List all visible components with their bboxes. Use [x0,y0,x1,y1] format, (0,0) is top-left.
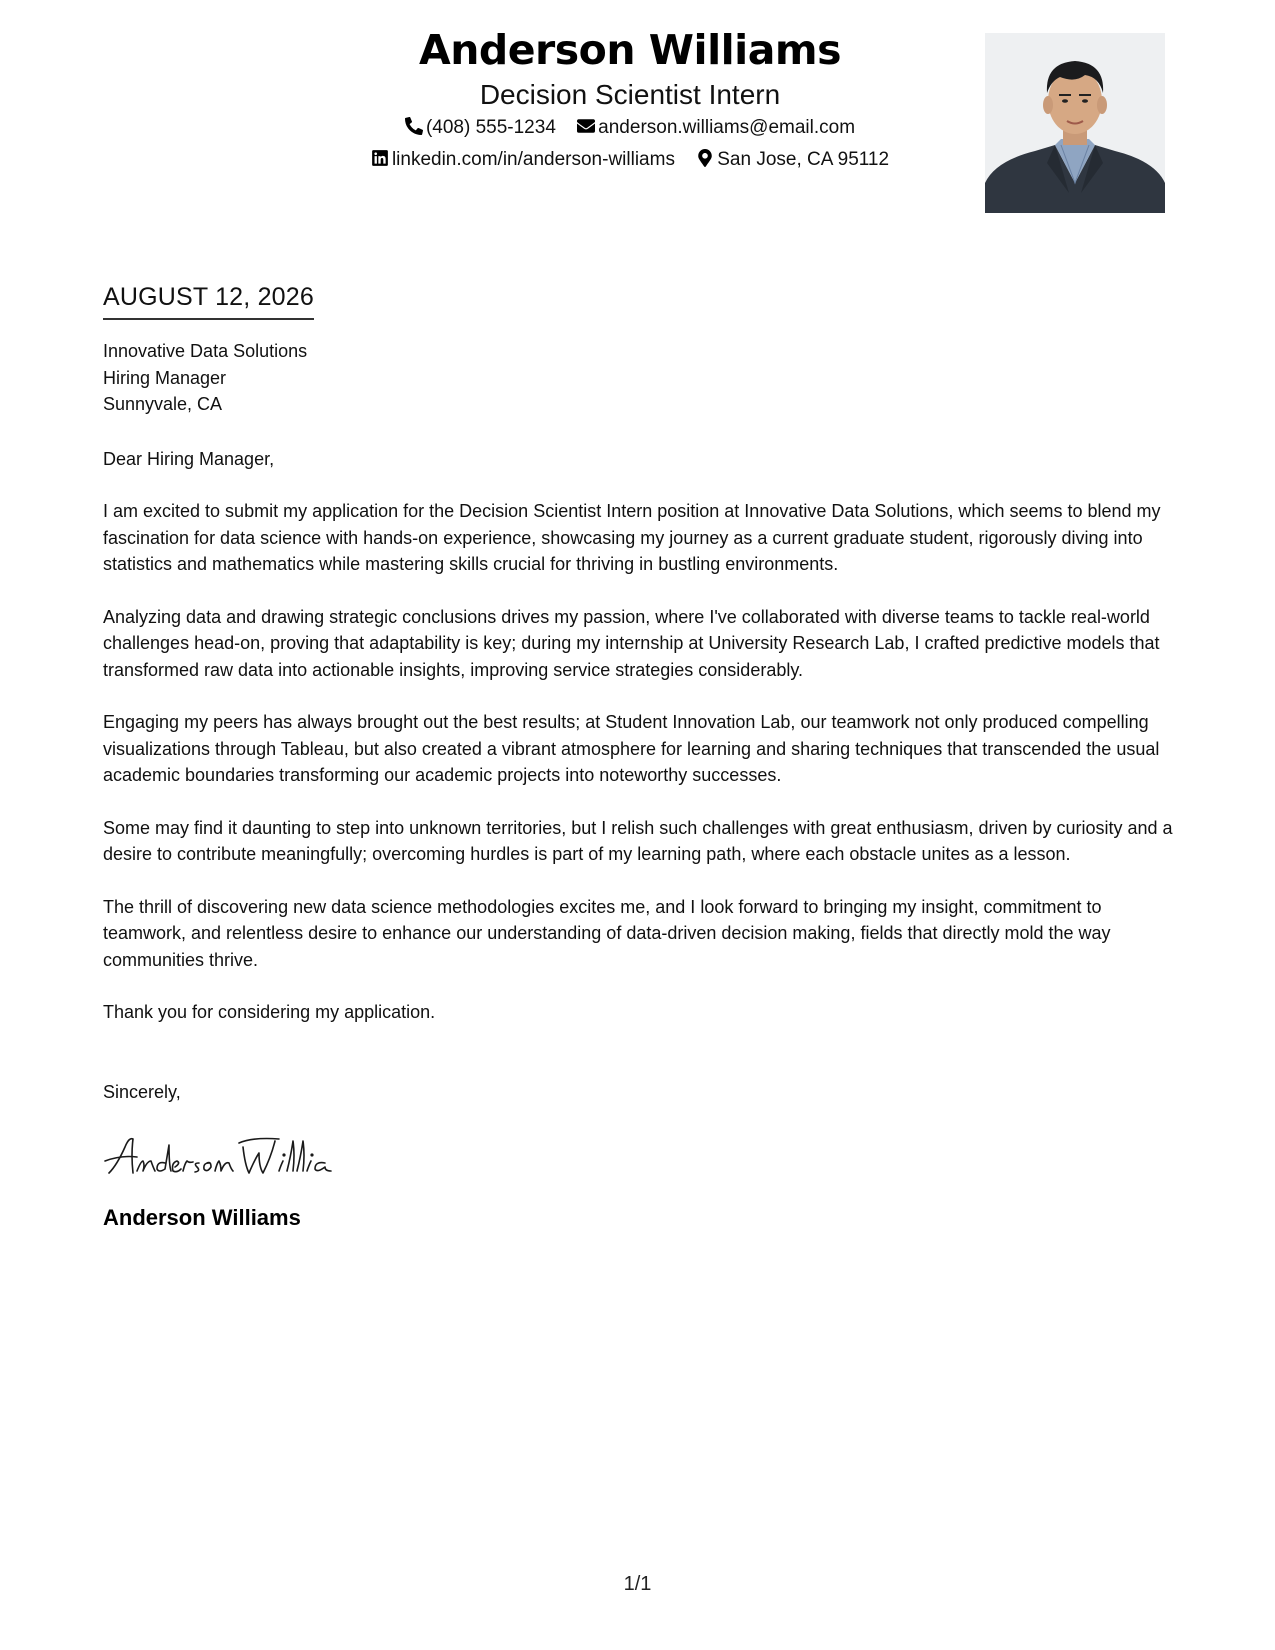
header [0,22,1275,222]
recipient-block [103,338,1178,418]
greeting: Dear Hiring Manager, [103,448,275,469]
location-contact [696,144,889,176]
email-contact[interactable] [577,112,855,144]
email-text: anderson.williams@email.com [598,117,856,138]
location-text: San Jose, CA 95112 [717,149,890,170]
body-paragraph-2: Analyzing data and drawing strategic conclusions drives my passion, where I've collaborated with diverse teams to tackle real-world challenges head-on, proving that adaptability is key; during my internship at University Research Lab, I crafted predictive models that transformed raw data into actionable insights, improving service strategies considerably. [103,606,1160,680]
recipient-role: Hiring Manager [103,367,227,388]
phone-icon [405,117,423,135]
phone-text: (408) 555-1234 [425,117,556,138]
phone-contact[interactable] [405,112,556,144]
body-paragraph-3: Engaging my peers has always brought out the best results; at Student Innovation Lab, our teamwork not only produced compelling visualizations through Tableau, but also created a vibrant atmosphere for learning and sharing techniques that transcended the usual academic boundaries transforming our academic projects into noteworthy successes. [103,712,1160,785]
body-paragraph-4: Some may find it daunting to step into unknown territories, but I relish such challenges with great enthusiasm, driven by curiosity and a desire to contribute meaningfully; overcoming hurdles is part of my learning path, where each obstacle unites as a lesson. [103,817,1173,864]
handwritten-signature [103,1125,1178,1189]
map-marker-icon [696,149,714,167]
linkedin-icon [371,149,389,167]
page-indicator: 1/1 [623,1573,652,1595]
body-paragraph-5: The thrill of discovering new data science methodologies excites me, and I look forward to bringing my insight, commitment to teamwork, and relentless desire to enhance our understanding of data-driven decision making, fields that directly mold the way communities thrive. [103,896,1111,970]
closing: Sincerely, [103,1081,181,1102]
thank-you-line: Thank you for considering my application. [103,1002,436,1022]
recipient-company: Innovative Data Solutions [103,341,308,361]
job-title: Decision Scientist Intern [479,79,781,110]
letter-content [103,278,1178,1233]
applicant-name: Anderson Williams [418,26,842,74]
envelope-icon [577,117,595,135]
letter-date: AUGUST 12, 2026 [103,278,314,320]
signer-name: Anderson Williams [103,1205,301,1230]
profile-photo [985,33,1165,213]
body-paragraph-1: I am excited to submit my application for the Decision Scientist Intern position at Innovative Data Solutions, which seems to blend my fascination for data science with hands-on experience, showcasing my journey as a current graduate student, rigorously diving into statistics and mathematics while mastering skills crucial for thriving in bustling environments. [103,501,1161,574]
recipient-location: Sunnyvale, CA [103,394,223,414]
linkedin-contact[interactable] [371,144,675,176]
linkedin-text: linkedin.com/in/anderson-williams [391,149,675,170]
